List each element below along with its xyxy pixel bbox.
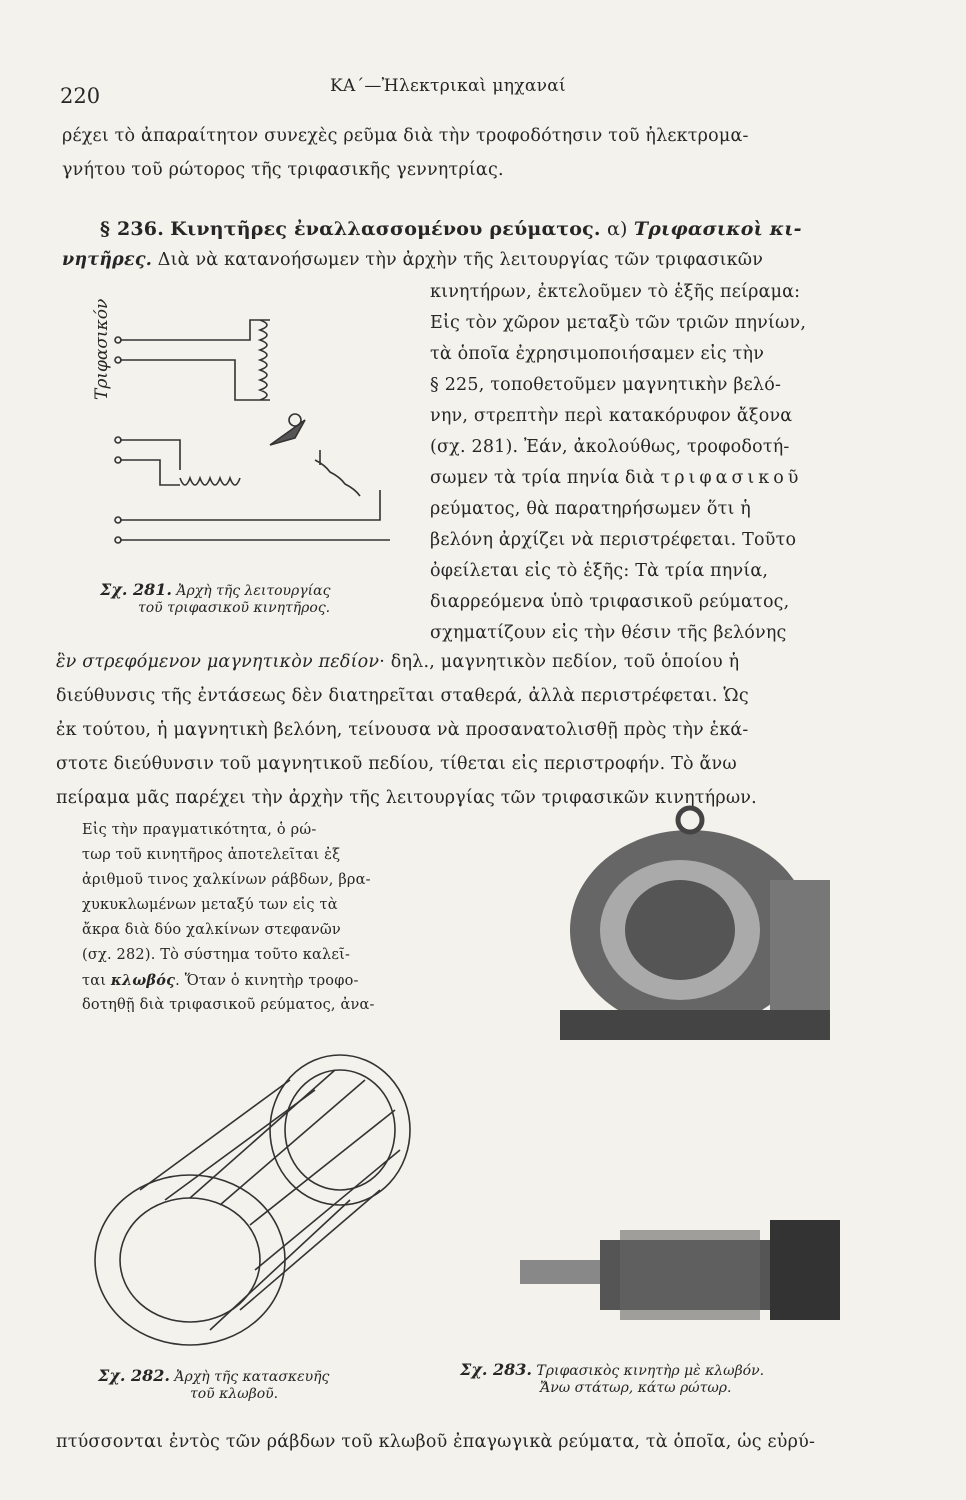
fig-283-rotor-image	[500, 1170, 860, 1360]
last-line: πτύσσονται ἐντὸς τῶν ράβδων τοῦ κλωβοῦ ἐπαγωγικὰ ρεύματα, τὰ ὁποῖα, ὡς εὐρύ-	[56, 1432, 816, 1452]
fig-283-caption-line2: Ἄνω στάτωρ, κάτω ρώτωρ.	[540, 1380, 732, 1396]
keyword-klovos: κλωβός	[110, 972, 176, 989]
wrap-line: ὀφείλεται εἰς τὸ ἑξῆς: Τὰ τρία πηνία,	[430, 561, 769, 581]
fig-281-label: Σχ. 281.	[100, 580, 172, 599]
intro-line-2: γνήτου τοῦ ρώτορος τῆς τριφασικῆς γεννητρίας.	[62, 160, 504, 180]
fig-283-caption	[460, 1360, 764, 1379]
running-head: ΚΑ΄—Ἠλεκτρικαὶ μηχαναί	[330, 76, 566, 96]
full-line: στοτε διεύθυνσιν τοῦ μαγνητικοῦ πεδίου, τίθεται εἰς περιστροφήν. Τὸ ἄνω	[56, 754, 737, 774]
small-line: ἄκρα διὰ δύο χαλκίνων στεφανῶν	[82, 922, 341, 938]
fig-283-label: Σχ. 283.	[460, 1360, 532, 1379]
wrap-line: Εἰς τὸν χῶρον μεταξὺ τῶν τριῶν πηνίων,	[430, 313, 807, 333]
section-heading	[100, 218, 802, 240]
full-line: ἐκ τούτου, ἡ μαγνητικὴ βελόνη, τείνουσα νὰ προσανατολισθῇ πρὸς τὴν ἑκά-	[56, 720, 749, 740]
section-sub-b: νητῆρες.	[62, 250, 152, 270]
small-line: τωρ τοῦ κινητῆρος ἀποτελεῖται ἐξ	[82, 847, 341, 863]
fig-281-side-label: Τριφασικόν	[92, 298, 112, 400]
full-line-1-italic: ἓν στρεφόμενον μαγνητικὸν πεδίον	[56, 652, 380, 672]
fig-282-label: Σχ. 282.	[98, 1366, 170, 1385]
wrap-line: σχηματίζουν εἰς τὴν θέσιν τῆς βελόνης	[430, 623, 787, 643]
fig-281-caption-1: Ἀρχὴ τῆς λειτουργίας	[176, 583, 331, 599]
spaced-word: τριφασικοῦ	[660, 468, 803, 488]
fig-283-caption-1: Τριφασικὸς κινητὴρ μὲ κλωβόν.	[536, 1363, 765, 1379]
full-line-1	[56, 652, 739, 672]
section-first-line-text: Διὰ νὰ κατανοήσωμεν τὴν ἀρχὴν τῆς λειτουργίας τῶν τριφασικῶν	[157, 250, 764, 270]
fig-282-caption-line2: τοῦ κλωβοῦ.	[190, 1386, 279, 1402]
small-line-rest: . Ὅταν ὁ κινητὴρ τροφο-	[175, 973, 359, 989]
wrap-line: κινητήρων, ἐκτελοῦμεν τὸ ἑξῆς πείραμα:	[430, 282, 801, 302]
fig-283-stator-image	[540, 800, 860, 1050]
small-line	[82, 972, 359, 989]
fig-282-caption-1: Ἀρχὴ τῆς κατασκευῆς	[174, 1369, 330, 1385]
fig-281-caption-line2: τοῦ τριφασικοῦ κινητῆρος.	[138, 600, 331, 616]
small-line: χυκυκλωμένων μεταξύ των εἰς τὰ	[82, 897, 338, 913]
full-line: διεύθυνσις τῆς ἐντάσεως δὲν διατηρεῖται σταθερά, ἀλλὰ περιστρέφεται. Ὡς	[56, 686, 749, 706]
full-line-1-rest: · δηλ., μαγνητικὸν πεδίον, τοῦ ὁποίου ἡ	[379, 652, 740, 672]
small-line-text: ται	[82, 973, 107, 989]
page-number: 220	[60, 84, 101, 108]
section-title: Κινητῆρες ἐναλλασσομένου ρεύματος.	[170, 218, 601, 240]
fig-282-caption	[98, 1366, 329, 1385]
section-sub-a: Τριφασικοὶ κι-	[633, 218, 802, 240]
section-sub-prefix: α)	[606, 218, 628, 240]
wrap-line: νην, στρεπτὴν περὶ κατακόρυφον ἄξονα	[430, 406, 793, 426]
fig-281-caption	[100, 580, 330, 599]
small-line: (σχ. 282). Τὸ σύστημα τοῦτο καλεῖ-	[82, 947, 351, 963]
fig-281-diagram	[90, 300, 400, 570]
wrap-line-text: σωμεν τὰ τρία πηνία διὰ	[430, 468, 655, 488]
wrap-line: τὰ ὁποῖα ἐχρησιμοποιήσαμεν εἰς τὴν	[430, 344, 765, 364]
wrap-line: διαρρεόμενα ὑπὸ τριφασικοῦ ρεύματος,	[430, 592, 790, 612]
section-number: § 236.	[100, 218, 165, 240]
section-first-line	[62, 250, 763, 270]
wrap-line: (σχ. 281). Ἐάν, ἀκολούθως, τροφοδοτή-	[430, 437, 790, 457]
wrap-line	[430, 468, 802, 488]
wrap-line: § 225, τοποθετοῦμεν μαγνητικὴν βελό-	[430, 375, 782, 395]
small-line: Εἰς τὴν πραγματικότητα, ὁ ρώ-	[82, 822, 317, 838]
fig-282-cage-diagram	[80, 1040, 440, 1360]
small-line: δοτηθῇ διὰ τριφασικοῦ ρεύματος, ἀνα-	[82, 997, 375, 1013]
intro-line-1: ρέχει τὸ ἀπαραίτητον συνεχὲς ρεῦμα διὰ τὴν τροφοδότησιν τοῦ ἠλεκτρομα-	[62, 126, 749, 146]
small-line: ἀριθμοῦ τινος χαλκίνων ράβδων, βρα-	[82, 872, 371, 888]
wrap-line: ρεύματος, θὰ παρατηρήσωμεν ὅτι ἡ	[430, 499, 751, 519]
full-line: πείραμα μᾶς παρέχει τὴν ἀρχὴν τῆς λειτουργίας τῶν τριφασικῶν κινητήρων.	[56, 788, 757, 808]
wrap-line: βελόνη ἀρχίζει νὰ περιστρέφεται. Τοῦτο	[430, 530, 797, 550]
